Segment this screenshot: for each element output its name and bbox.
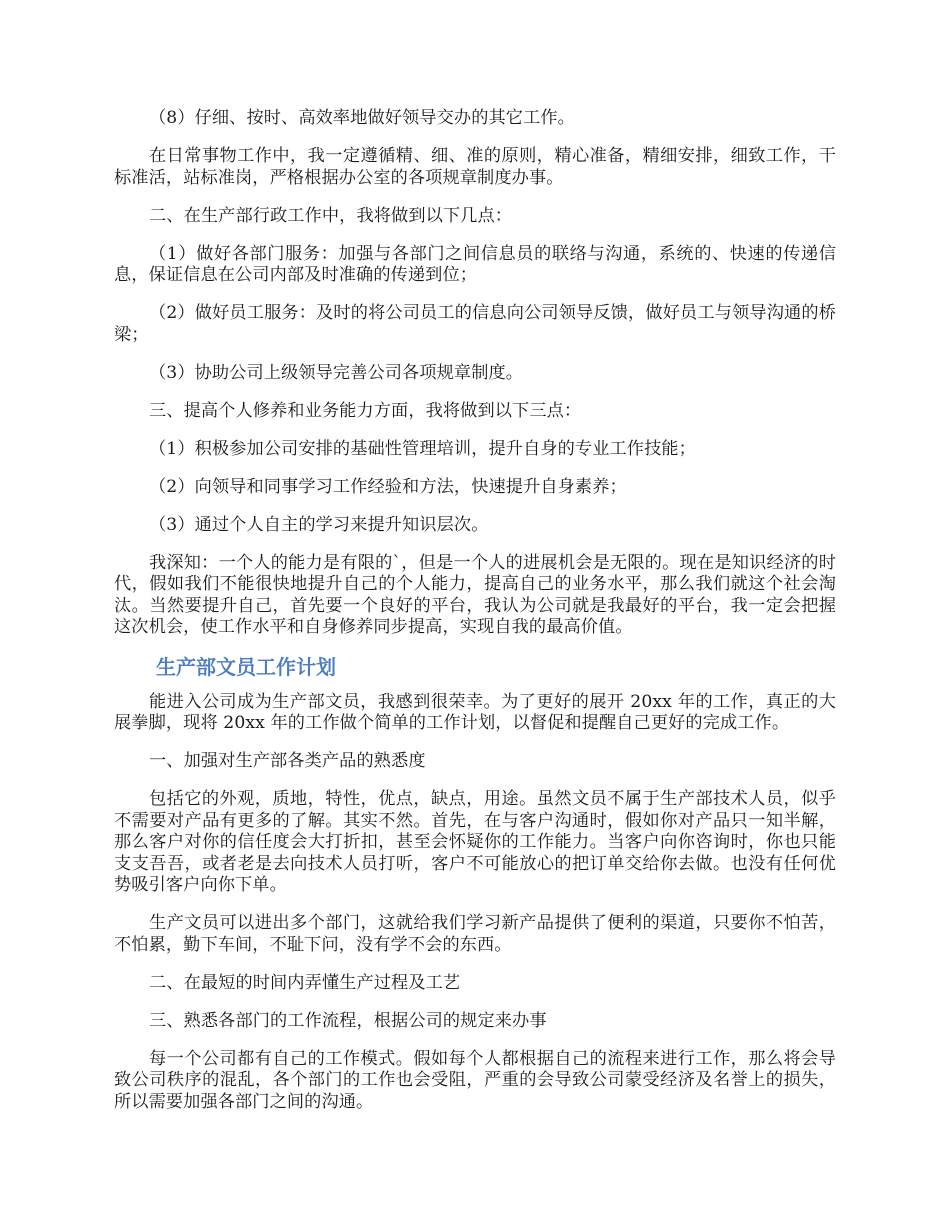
- paragraph-cross-department: 生产文员可以进出多个部门，这就给我们学习新产品提供了便利的渠道，只要你不怕苦，不怕累，勤下车间，不耻下问，没有学不会的东西。: [114, 913, 836, 955]
- paragraph-staff-service: （2）做好员工服务：及时的将公司员工的信息向公司领导反馈，做好员工与领导沟通的桥梁；: [114, 303, 836, 345]
- paragraph-self-study: （3）通过个人自主的学习来提升知识层次。: [149, 514, 489, 535]
- paragraph-work-mode: 每一个公司都有自己的工作模式。假如每个人都根据自己的流程来进行工作，那么将会导致公司秩序的混乱，各个部门的工作也会受阻，严重的会导致公司蒙受经济及名誉上的损失，所以需要加强各部门之间的沟通。: [114, 1048, 836, 1112]
- paragraph-point-two: 二、在最短的时间内弄懂生产过程及工艺: [149, 972, 461, 993]
- paragraph-point-one: 一、加强对生产部各类产品的熟悉度: [149, 751, 426, 771]
- paragraph-daily-work: 在日常事物工作中，我一定遵循精、细、准的原则，精心准备，精细安排，细致工作，干标准活，站标准岗，严格根据办公室的各项规章制度办事。: [114, 146, 836, 188]
- paragraph-training: （1）积极参加公司安排的基础性管理培训，提升自身的专业工作技能；: [149, 438, 696, 459]
- paragraph-section-two: 二、在生产部行政工作中，我将做到以下几点：: [149, 205, 513, 226]
- paragraph-point-three: 三、熟悉各部门的工作流程，根据公司的规定来办事: [149, 1010, 547, 1031]
- paragraph-conclusion: 我深知：一个人的能力是有限的`，但是一个人的进展机会是无限的。现在是知识经济的时代，假如我们不能很快地提升自己的个人能力，提高自己的业务水平，那么我们就这个社会淘汰。当然要提升自己，首先要一个良好的平台，我认为公司就是我最好的平台，我一定会把握这次机会，使工作水平和自身修养同步提高，实现自我的最高价值。: [114, 552, 836, 637]
- paragraph-product-knowledge: 包括它的外观，质地，特性，优点，缺点，用途。虽然文员不属于生产部技术人员，似乎不需要对产品有更多的了解。其实不然。首先，在与客户沟通时，假如你对产品只一知半解，那么客户对你的信任度会大打折扣，甚至会怀疑你的工作能力。当客户向你咨询时，你也只能支支吾吾，或者老是去向技术人员打听，客户不可能放心的把订单交给你去做。也没有任何优势吸引客户向你下单。: [114, 789, 836, 895]
- paragraph-intro: 能进入公司成为生产部文员，我感到很荣幸。为了更好的展开 20xx 年的工作，真正的大展拳脚，现将 20xx 年的工作做个简单的工作计划，以督促和提醒自己更好的完成工作。: [114, 691, 836, 733]
- paragraph-section-three: 三、提高个人修养和业务能力方面，我将做到以下三点：: [149, 400, 582, 421]
- paragraph-item-8: （8）仔细、按时、高效率地做好领导交办的其它工作。: [149, 108, 575, 128]
- paragraph-dept-service: （1）做好各部门服务：加强与各部门之间信息员的联络与沟通，系统的、快速的传递信息，保证信息在公司内部及时准确的传递到位；: [114, 243, 836, 285]
- paragraph-assist-leaders: （3）协助公司上级领导完善公司各项规章制度。: [149, 362, 524, 383]
- section-heading: 生产部文员工作计划: [156, 654, 336, 679]
- document-page: [114, 108, 836, 1130]
- paragraph-learn-from-leaders: （2）向领导和同事学习工作经验和方法，快速提升自身素养；: [149, 476, 627, 497]
